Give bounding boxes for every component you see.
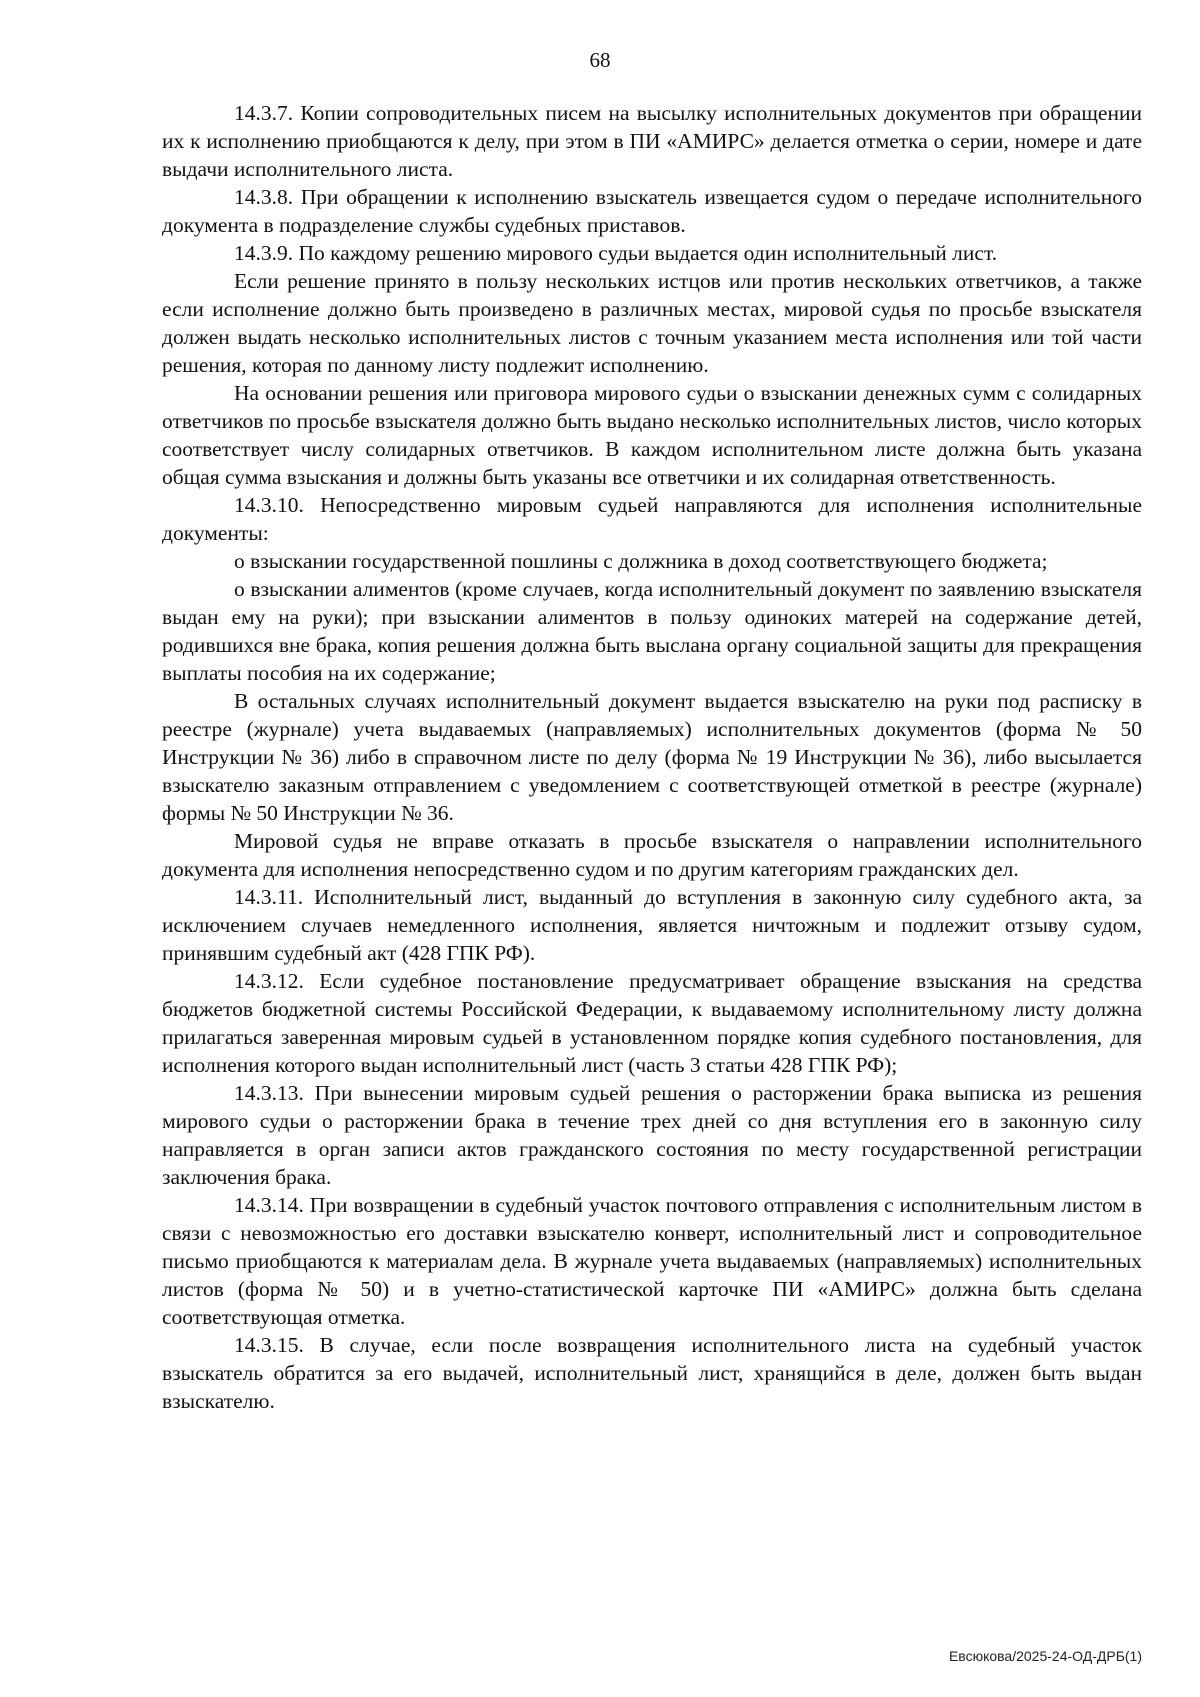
paragraph-no-refusal: Мировой судья не вправе отказать в просьбе взыскателя о направлении исполнительного документа для исполнения непосредственно судом и по другим категориям гражданских дел.	[162, 829, 1142, 881]
paragraph-joint-defendants: На основании решения или приговора мирового судьи о взыскании денежных сумм с солидарных ответчиков по просьбе взыскателя должно быть выдано несколько исполнительных листов, число которых соответствует числу солидарных ответчиков. В каждом исполнительном листе должна быть указана общая сумма взыскания и должны быть указаны все ответчики и их солидарная ответственность.	[162, 381, 1142, 489]
paragraph-multiple-writs: Если решение принято в пользу нескольких истцов или против нескольких ответчиков, а также если исполнение должно быть произведено в различных местах, мировой судья по просьбе взыскателя должен выдать несколько исполнительных листов с точным указанием места исполнения или той части решения, которая по данному листу подлежит исполнению.	[162, 269, 1142, 377]
document-body	[162, 99, 1142, 1415]
paragraph-14-3-11: 14.3.11. Исполнительный лист, выданный до вступления в законную силу судебного акта, за исключением случаев немедленного исполнения, является ничтожным и подлежит отзыву судом, принявшим судебный акт (428 ГПК РФ).	[162, 885, 1142, 965]
paragraph-14-3-14: 14.3.14. При возвращении в судебный участок почтового отправления с исполнительным листом в связи с невозможностью его доставки взыскателю конверт, исполнительный лист и сопроводительное письмо приобщаются к материалам дела. В журнале учета выдаваемых (направляемых) исполнительных листов (форма № 50) и в учетно-статистической карточке ПИ «АМИРС» должна быть сделана соответствующая отметка.	[162, 1193, 1142, 1329]
page-number: 68	[589, 48, 611, 72]
paragraph-other-cases: В остальных случаях исполнительный документ выдается взыскателю на руки под расписку в реестре (журнале) учета выдаваемых (направляемых) исполнительных документов (форма № 50 Инструкции № 36) либо в справочном листе по делу (форма № 19 Инструкции № 36), либо высылается взыскателю заказным отправлением с уведомлением с соответствующей отметкой в реестре (журнале) формы № 50 Инструкции № 36.	[162, 689, 1142, 825]
paragraph-14-3-7: 14.3.7. Копии сопроводительных писем на высылку исполнительных документов при обращении их к исполнению приобщаются к делу, при этом в ПИ «АМИРС» делается отметка о серии, номере и дате выдачи исполнительного листа.	[162, 101, 1142, 181]
paragraph-state-duty: о взыскании государственной пошлины с должника в доход соответствующего бюджета;	[234, 549, 1048, 573]
paragraph-14-3-15: 14.3.15. В случае, если после возвращения исполнительного листа на судебный участок взыскатель обратится за его выдачей, исполнительный лист, хранящийся в деле, должен быть выдан взыскателю.	[162, 1333, 1142, 1413]
document-code: Евсюкова/2025-24-ОД-ДРБ(1)	[948, 1648, 1142, 1664]
paragraph-alimony: о взыскании алиментов (кроме случаев, когда исполнительный документ по заявлению взыскателя выдан ему на руки); при взыскании алиментов в пользу одиноких матерей на содержание детей, родившихся вне брака, копия решения должна быть выслана органу социальной защиты для прекращения выплаты пособия на их содержание;	[162, 577, 1142, 685]
paragraph-14-3-9: 14.3.9. По каждому решению мирового судьи выдается один исполнительный лист.	[234, 241, 998, 265]
paragraph-14-3-10: 14.3.10. Непосредственно мировым судьей направляются для исполнения исполнительные документы:	[162, 493, 1142, 545]
paragraph-14-3-12: 14.3.12. Если судебное постановление предусматривает обращение взыскания на средства бюджетов бюджетной системы Российской Федерации, к выдаваемому исполнительному листу должна прилагаться заверенная мировым судьей в установленном порядке копия судебного постановления, для исполнения которого выдан исполнительный лист (часть 3 статьи 428 ГПК РФ);	[162, 969, 1142, 1077]
paragraph-14-3-8: 14.3.8. При обращении к исполнению взыскатель извещается судом о передаче исполнительного документа в подразделение службы судебных приставов.	[162, 185, 1142, 237]
paragraph-14-3-13: 14.3.13. При вынесении мировым судьей решения о расторжении брака выписка из решения мирового судьи о расторжении брака в течение трех дней со дня вступления его в законную силу направляется в орган записи актов гражданского состояния по месту государственной регистрации заключения брака.	[162, 1081, 1142, 1189]
